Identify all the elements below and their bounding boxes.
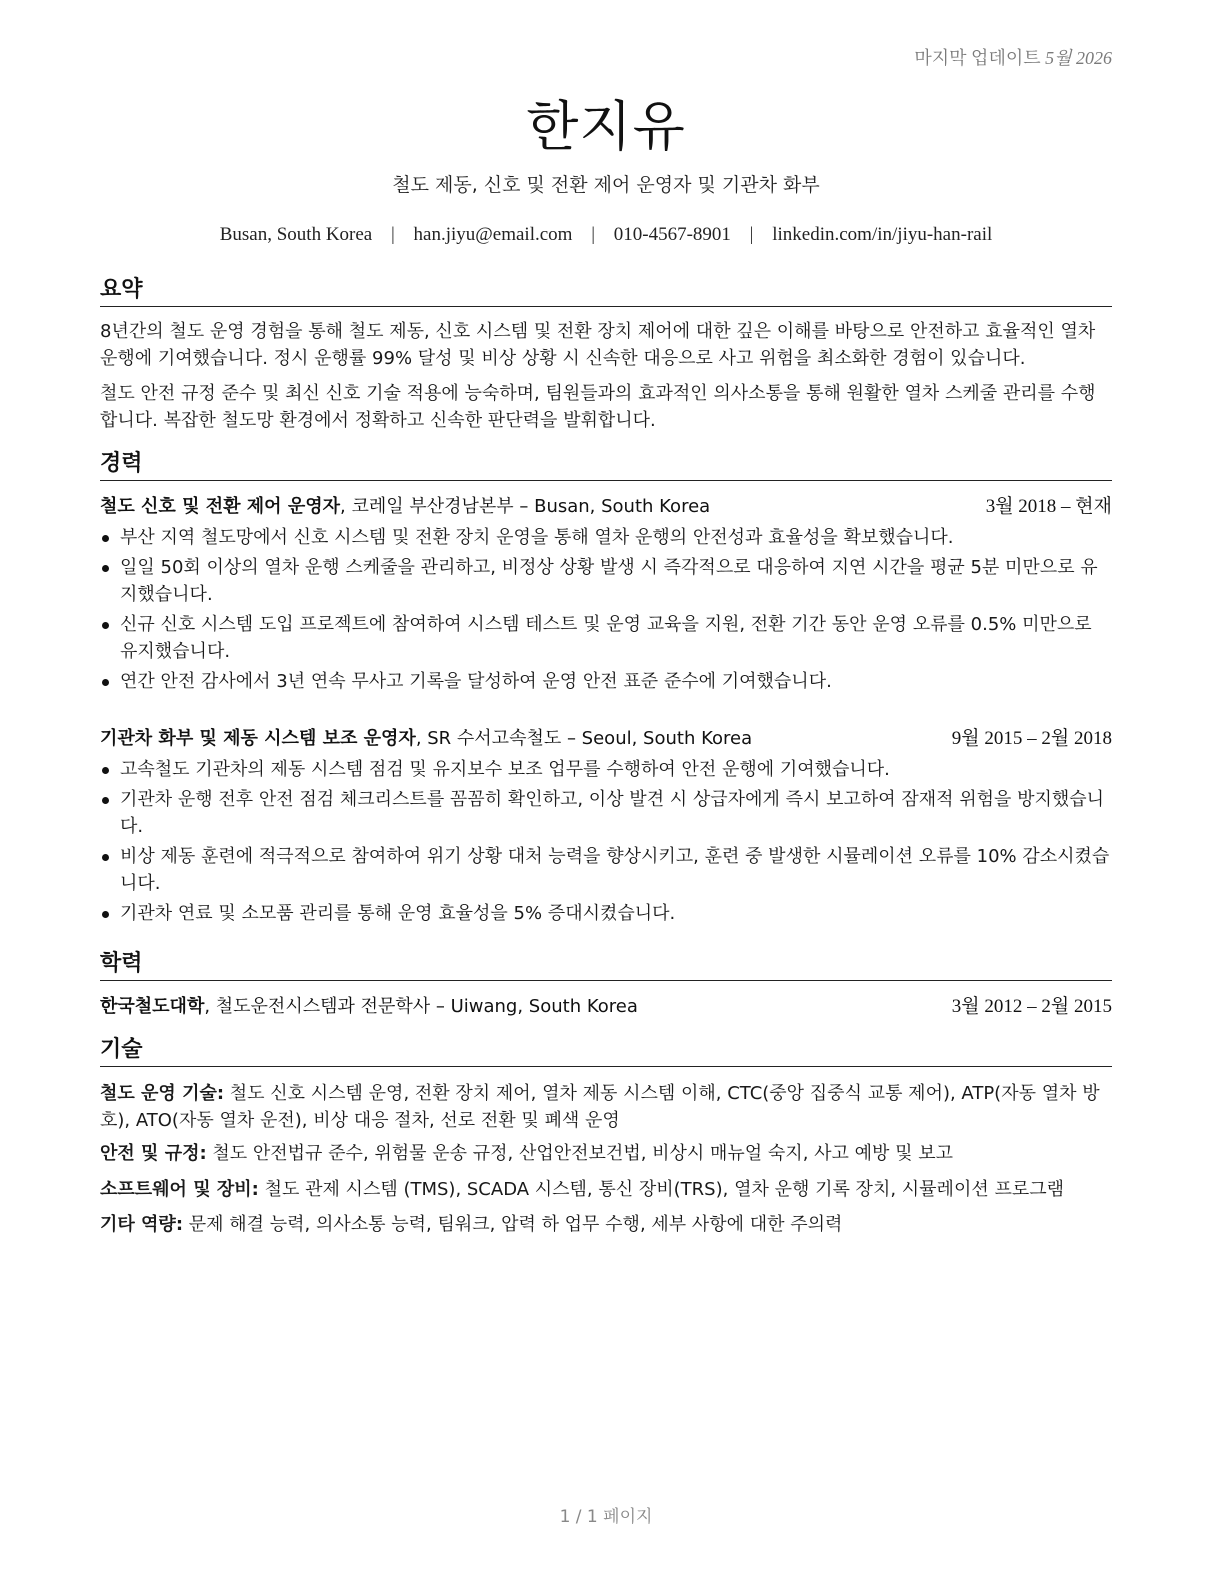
job-role: 철도 신호 및 전환 제어 운영자 [100,496,340,517]
last-updated-month: 5월 [1045,48,1072,68]
contact-line [100,224,1112,246]
skill-value: 철도 신호 시스템 운영, 전환 장치 제어, 열차 제동 시스템 이해, CTC(중앙 집중식 교통 제어), ATP(자동 열차 방호), ATO(자동 열차 운전), 비상 대응 절차, 선로 전환 및 폐색 운영 [100,1083,1100,1131]
contact-separator: | [390,224,395,245]
resume-page [100,0,1112,1584]
skill-line [100,1211,1112,1238]
skill-value: 철도 관제 시스템 (TMS), SCADA 시스템, 통신 장비(TRS), 열차 운행 기록 장치, 시뮬레이션 프로그램 [258,1179,1064,1200]
job-dates: 9월 2015 – 2월 2018 [951,728,1112,749]
job-bullets [100,756,1112,930]
list-item: 기관차 운행 전후 안전 점검 체크리스트를 꼼꼼히 확인하고, 이상 발견 시 상급자에게 즉시 보고하여 잠재적 위험을 방지했습니다. [100,786,1112,840]
list-item: 연간 안전 감사에서 3년 연속 무사고 기록을 달성하여 운영 안전 표준 준수에 기여했습니다. [100,668,1112,695]
section-title-experience: 경력 [100,450,1112,481]
skill-line [100,1080,1112,1134]
skill-label: 소프트웨어 및 장비: [100,1179,259,1200]
skill-line [100,1140,1112,1167]
job-role: 기관차 화부 및 제동 시스템 보조 운영자 [100,728,416,749]
list-item: 기관차 연료 및 소모품 관리를 통해 운영 효율성을 5% 증대시켰습니다. [100,900,1112,927]
education-detail: , 철도운전시스템과 전문학사 – Uiwang, South Korea [204,996,638,1017]
list-item: 일일 50회 이상의 열차 운행 스케줄을 관리하고, 비정상 상황 발생 시 즉각적으로 대응하여 지연 시간을 평균 5분 미만으로 유지했습니다. [100,554,1112,608]
candidate-headline: 철도 제동, 신호 및 전환 제어 운영자 및 기관차 화부 [392,174,820,196]
skill-label: 철도 운영 기술: [100,1083,225,1104]
list-item: 고속철도 기관차의 제동 시스템 점검 및 유지보수 보조 업무를 수행하여 안전 운행에 기여했습니다. [100,756,1112,783]
contact-separator: | [591,224,596,245]
job-dates: 3월 2018 – 현재 [985,496,1112,517]
skill-label: 기타 역량: [100,1214,184,1235]
list-item: 신규 신호 시스템 도입 프로젝트에 참여하여 시스템 테스트 및 운영 교육을 지원, 전환 기간 동안 운영 오류를 0.5% 미만으로 유지했습니다. [100,611,1112,665]
candidate-name: 한지유 [526,95,686,158]
skill-value: 철도 안전법규 준수, 위험물 운송 규정, 산업안전보건법, 비상시 매뉴얼 숙지, 사고 예방 및 보고 [206,1143,954,1164]
last-updated-year: 2026 [1076,48,1112,68]
section-title-education: 학력 [100,950,1112,981]
contact-phone: 010-4567-8901 [613,224,731,245]
last-updated-label: 마지막 업데이트 [914,48,1041,68]
contact-email[interactable]: han.jiyu@email.com [413,224,573,245]
contact-linkedin[interactable]: linkedin.com/in/jiyu-han-rail [772,224,993,245]
list-item: 부산 지역 철도망에서 신호 시스템 및 전환 장치 운영을 통해 열차 운행의 안전성과 효율성을 확보했습니다. [100,524,1112,551]
page-number: 1 / 1 페이지 [559,1507,653,1527]
contact-location: Busan, South Korea [219,224,373,245]
last-updated [914,44,1112,70]
summary-paragraph: 철도 안전 규정 준수 및 최신 신호 기술 적용에 능숙하며, 팀원들과의 효과적인 의사소통을 통해 원활한 열차 스케줄 관리를 수행합니다. 복잡한 철도망 환경에서 정확하고 신속한 판단력을 발휘합니다. [100,383,1096,431]
education-entry [100,994,1112,1020]
job-header [100,726,1112,752]
skill-value: 문제 해결 능력, 의사소통 능력, 팀워크, 압력 하 업무 수행, 세부 사항에 대한 주의력 [183,1214,843,1235]
job-header [100,494,1112,520]
education-dates: 3월 2012 – 2월 2015 [951,996,1112,1017]
list-item: 비상 제동 훈련에 적극적으로 참여하여 위기 상황 대처 능력을 향상시키고, 훈련 중 발생한 시뮬레이션 오류를 10% 감소시켰습니다. [100,843,1112,897]
education-school: 한국철도대학 [100,996,205,1017]
contact-separator: | [749,224,754,245]
section-title-skills: 기술 [100,1036,1112,1067]
summary-paragraph: 8년간의 철도 운영 경험을 통해 철도 제동, 신호 시스템 및 전환 장치 제어에 대한 깊은 이해를 바탕으로 안전하고 효율적인 열차 운행에 기여했습니다. 정시 운행률 99% 달성 및 비상 상황 시 신속한 대응으로 사고 위험을 최소화한 경험이 있습니다. [100,321,1096,369]
skill-line [100,1176,1112,1203]
section-title-summary: 요약 [100,276,1112,307]
job-org: , 코레일 부산경남본부 – Busan, South Korea [340,496,711,517]
job-bullets [100,524,1112,698]
job-org: , SR 수서고속철도 – Seoul, South Korea [415,728,753,749]
skill-label: 안전 및 규정: [100,1143,207,1164]
